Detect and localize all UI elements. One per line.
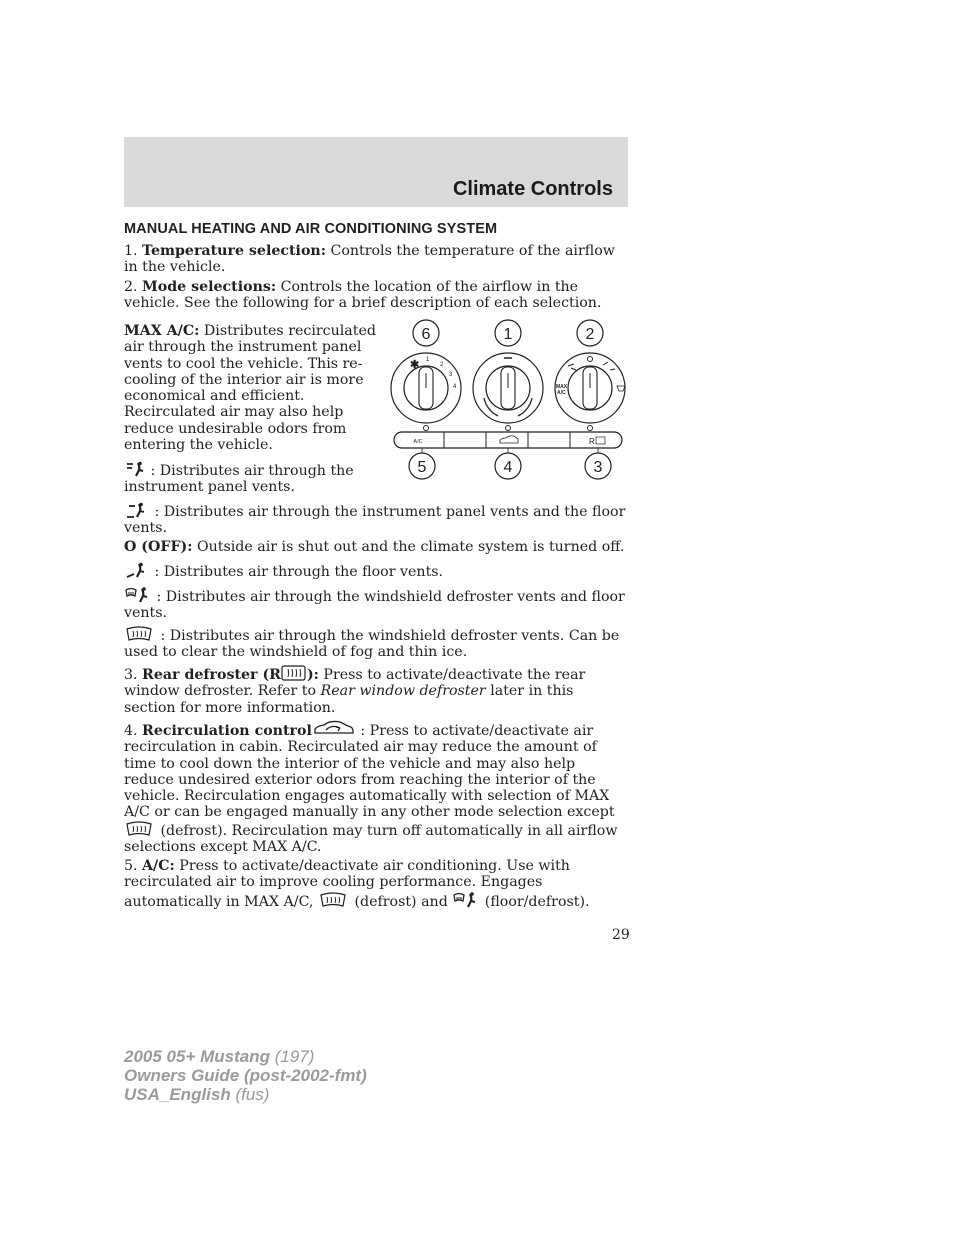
- ac-button-label: A/C: [413, 439, 423, 445]
- svg-text:✱: ✱: [410, 359, 420, 371]
- defrost-icon: [124, 626, 156, 643]
- page-title: Climate Controls: [452, 178, 613, 200]
- fan-speed-knob: [391, 353, 461, 431]
- callout-1: [495, 320, 521, 346]
- svg-text:1: 1: [426, 357, 430, 363]
- item-off: O (OFF): Outside air is shut out and the climate system is turned off.: [124, 539, 625, 555]
- svg-text:4: 4: [453, 384, 457, 390]
- floor-vent-icon: [124, 562, 150, 579]
- callout-4: [495, 453, 521, 479]
- svg-text:2: 2: [440, 362, 444, 368]
- rear-defrost-icon: [281, 665, 307, 682]
- page-number: 29: [612, 927, 630, 943]
- defrost-icon-inline-2: [318, 892, 350, 909]
- svg-text:MAX: MAX: [556, 384, 568, 390]
- item-temperature: 1. Temperature selection: Controls the temperature of the airflow in the vehicle.: [124, 243, 615, 276]
- temperature-knob: [473, 353, 543, 431]
- header-band: [124, 137, 628, 207]
- svg-text:6: 6: [421, 326, 431, 343]
- item-rear-defroster: 3. Rear defroster (R ): Press to activate/deactivate the rear window defroster. Refer to Rear window defroster later in this section for more information.: [124, 667, 586, 716]
- section-heading: MANUAL HEATING AND AIR CONDITIONING SYSTEM: [124, 221, 498, 237]
- callout-3: [585, 453, 611, 479]
- defrost-icon-inline: [124, 821, 156, 838]
- button-bar: [394, 432, 622, 448]
- item-panel: : Distributes air through the instrument panel vents.: [124, 463, 354, 496]
- item-defrost-floor: : Distributes air through the windshield defroster vents and floor vents.: [124, 586, 628, 622]
- mode-knob: [555, 353, 625, 431]
- svg-text:R: R: [589, 437, 595, 446]
- svg-text:1: 1: [503, 326, 513, 343]
- callout-2: [577, 320, 603, 346]
- defrost-floor-icon-inline: [452, 891, 480, 909]
- panel-floor-vent-icon: [124, 502, 150, 519]
- callout-5: [409, 453, 435, 479]
- callout-6: [413, 320, 439, 346]
- item-recirculation: 4. Recirculation control : Press to activate/deactivate air recirculation in cabin. Recirculated air may reduce the amount of time to cool down the interior of the vehicle and may also help reduce undesired exterior odors from reaching the interior of the vehicle. Recirculation engages automatically with selection of MAX A/C or can be engaged manually in any other mode selection except (defrost). Recirculation may turn off automatically in all airflow selections except MAX A/C.: [124, 719, 628, 855]
- svg-text:4: 4: [503, 459, 513, 476]
- svg-text:3: 3: [593, 459, 603, 476]
- svg-text:5: 5: [417, 459, 427, 476]
- recirculation-icon: [312, 719, 356, 738]
- item-ac: 5. A/C: Press to activate/deactivate air conditioning. Use with recirculated air to improve cooling performance. Engages automatically in MAX A/C, (defrost) and (floor/defrost).: [124, 858, 590, 910]
- climate-control-diagram: [388, 318, 628, 483]
- svg-text:2: 2: [585, 326, 595, 343]
- item-max-ac: MAX A/C: Distributes recirculated air through the instrument panel vents to cool the vehicle. This re-cooling of the interior air is more economical and efficient. Recirculated air may also help reduce undesirable odors from entering the vehicle.: [124, 323, 376, 454]
- document-footer: 2005 05+ Mustang (197) Owners Guide (post-2002-fmt) USA_English (fus): [124, 1047, 367, 1104]
- item-defrost: : Distributes air through the windshield defroster vents. Can be used to clear the windshield of fog and thin ice.: [124, 628, 620, 661]
- svg-text:A/C: A/C: [557, 390, 566, 396]
- defrost-floor-icon: [124, 586, 152, 604]
- svg-text:3: 3: [449, 372, 453, 378]
- item-mode: 2. Mode selections: Controls the location of the airflow in the vehicle. See the following for a brief description of each selection.: [124, 279, 602, 312]
- panel-vent-icon: [124, 461, 146, 478]
- item-panel-floor: : Distributes air through the instrument panel vents and the floor vents.: [124, 504, 626, 537]
- item-floor: : Distributes air through the floor vents.: [124, 562, 628, 580]
